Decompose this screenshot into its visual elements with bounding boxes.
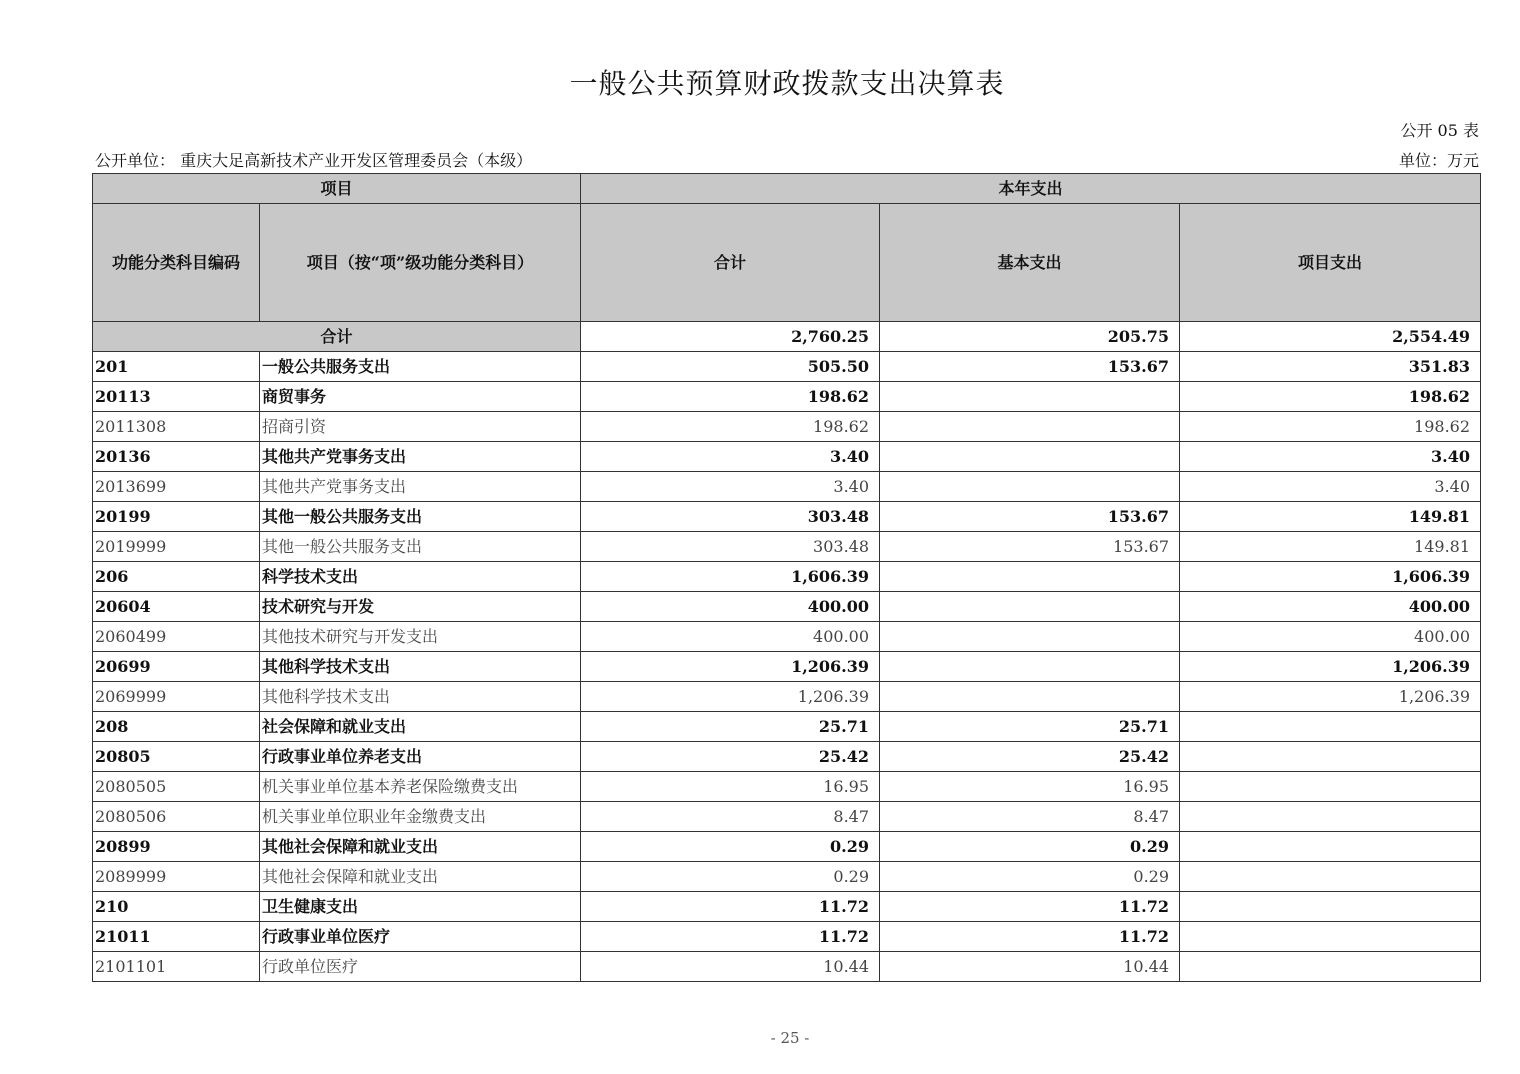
- table-row: [93, 352, 1481, 382]
- code-cell: 20604: [93, 592, 260, 622]
- table-row: [93, 772, 1481, 802]
- name-cell: 其他科学技术支出: [260, 652, 581, 682]
- header-project-expenditure: 项目支出: [1180, 204, 1481, 322]
- name-cell: 其他科学技术支出: [260, 682, 581, 712]
- project-cell: 198.62: [1180, 382, 1481, 412]
- code-cell: 2060499: [93, 622, 260, 652]
- basic-cell: 0.29: [880, 832, 1180, 862]
- project-cell: [1180, 922, 1481, 952]
- name-cell: 机关事业单位基本养老保险缴费支出: [260, 772, 581, 802]
- table-row: [93, 832, 1481, 862]
- basic-cell: [880, 652, 1180, 682]
- basic-cell: [880, 412, 1180, 442]
- header-project: 项目: [93, 174, 581, 204]
- table-row: [93, 712, 1481, 742]
- code-cell: 210: [93, 892, 260, 922]
- total-cell: 11.72: [581, 922, 880, 952]
- name-cell: 商贸事务: [260, 382, 581, 412]
- basic-cell: [880, 592, 1180, 622]
- expenditure-table: [92, 173, 1481, 982]
- table-row: [93, 532, 1481, 562]
- code-cell: 208: [93, 712, 260, 742]
- table-row: [93, 562, 1481, 592]
- name-cell: 其他社会保障和就业支出: [260, 862, 581, 892]
- project-cell: 351.83: [1180, 352, 1481, 382]
- code-cell: 2089999: [93, 862, 260, 892]
- basic-cell: 11.72: [880, 892, 1180, 922]
- table-row: [93, 502, 1481, 532]
- basic-cell: [880, 682, 1180, 712]
- total-cell: 1,606.39: [581, 562, 880, 592]
- project-cell: 2,554.49: [1180, 322, 1481, 352]
- basic-cell: 153.67: [880, 502, 1180, 532]
- basic-cell: [880, 442, 1180, 472]
- name-cell: 其他技术研究与开发支出: [260, 622, 581, 652]
- code-cell: 20699: [93, 652, 260, 682]
- basic-cell: [880, 382, 1180, 412]
- total-cell: 2,760.25: [581, 322, 880, 352]
- basic-cell: 205.75: [880, 322, 1180, 352]
- project-cell: 1,206.39: [1180, 682, 1481, 712]
- project-cell: 3.40: [1180, 472, 1481, 502]
- reporting-unit: 公开单位： 重庆大足高新技术产业开发区管理委员会（本级）: [95, 151, 533, 170]
- basic-cell: 153.67: [880, 532, 1180, 562]
- table-row: [93, 892, 1481, 922]
- code-cell: 20805: [93, 742, 260, 772]
- name-cell: 其他社会保障和就业支出: [260, 832, 581, 862]
- table-row: [93, 592, 1481, 622]
- total-cell: 1,206.39: [581, 682, 880, 712]
- total-cell: 505.50: [581, 352, 880, 382]
- name-cell: 一般公共服务支出: [260, 352, 581, 382]
- total-cell: 16.95: [581, 772, 880, 802]
- project-cell: 149.81: [1180, 532, 1481, 562]
- name-cell: 行政事业单位养老支出: [260, 742, 581, 772]
- table-row: [93, 682, 1481, 712]
- name-cell: 技术研究与开发: [260, 592, 581, 622]
- total-cell: 303.48: [581, 532, 880, 562]
- basic-cell: 25.71: [880, 712, 1180, 742]
- name-cell: 行政事业单位医疗: [260, 922, 581, 952]
- basic-cell: 153.67: [880, 352, 1180, 382]
- table-row: [93, 742, 1481, 772]
- project-cell: [1180, 742, 1481, 772]
- code-cell: 201: [93, 352, 260, 382]
- basic-cell: 11.72: [880, 922, 1180, 952]
- table-row: [93, 802, 1481, 832]
- code-cell: 2080505: [93, 772, 260, 802]
- table-row: [93, 862, 1481, 892]
- basic-cell: 8.47: [880, 802, 1180, 832]
- form-number: 公开 05 表: [1400, 121, 1479, 140]
- code-cell: 2013699: [93, 472, 260, 502]
- currency-unit: 单位：万元: [1398, 151, 1479, 170]
- code-cell: 2101101: [93, 952, 260, 982]
- total-cell: 25.42: [581, 742, 880, 772]
- name-cell: 机关事业单位职业年金缴费支出: [260, 802, 581, 832]
- total-cell: 10.44: [581, 952, 880, 982]
- name-cell: 其他一般公共服务支出: [260, 532, 581, 562]
- name-cell: 其他共产党事务支出: [260, 472, 581, 502]
- table-row: [93, 442, 1481, 472]
- basic-cell: [880, 562, 1180, 592]
- total-cell: 3.40: [581, 442, 880, 472]
- header-code: 功能分类科目编码: [93, 204, 260, 322]
- total-label: 合计: [93, 322, 581, 352]
- project-cell: [1180, 772, 1481, 802]
- project-cell: [1180, 712, 1481, 742]
- basic-cell: [880, 622, 1180, 652]
- code-cell: 2011308: [93, 412, 260, 442]
- code-cell: 21011: [93, 922, 260, 952]
- total-cell: 0.29: [581, 862, 880, 892]
- name-cell: 其他共产党事务支出: [260, 442, 581, 472]
- basic-cell: [880, 472, 1180, 502]
- name-cell: 行政单位医疗: [260, 952, 581, 982]
- project-cell: [1180, 862, 1481, 892]
- project-cell: 198.62: [1180, 412, 1481, 442]
- table-row: [93, 952, 1481, 982]
- total-cell: 0.29: [581, 832, 880, 862]
- project-cell: [1180, 952, 1481, 982]
- total-cell: 11.72: [581, 892, 880, 922]
- total-cell: 1,206.39: [581, 652, 880, 682]
- code-cell: 2080506: [93, 802, 260, 832]
- project-cell: 149.81: [1180, 502, 1481, 532]
- name-cell: 招商引资: [260, 412, 581, 442]
- project-cell: 1,206.39: [1180, 652, 1481, 682]
- code-cell: 206: [93, 562, 260, 592]
- basic-cell: 16.95: [880, 772, 1180, 802]
- table-row: [93, 412, 1481, 442]
- project-cell: 1,606.39: [1180, 562, 1481, 592]
- total-cell: 3.40: [581, 472, 880, 502]
- name-cell: 其他一般公共服务支出: [260, 502, 581, 532]
- total-cell: 8.47: [581, 802, 880, 832]
- basic-cell: 10.44: [880, 952, 1180, 982]
- total-cell: 25.71: [581, 712, 880, 742]
- table-row: [93, 652, 1481, 682]
- project-cell: [1180, 832, 1481, 862]
- code-cell: 20136: [93, 442, 260, 472]
- table-row: [93, 922, 1481, 952]
- project-cell: 400.00: [1180, 592, 1481, 622]
- project-cell: 400.00: [1180, 622, 1481, 652]
- total-cell: 400.00: [581, 592, 880, 622]
- table-row: [93, 382, 1481, 412]
- page-title: 一般公共预算财政拨款支出决算表: [569, 67, 1005, 100]
- table-row: [93, 622, 1481, 652]
- code-cell: 2069999: [93, 682, 260, 712]
- basic-cell: 0.29: [880, 862, 1180, 892]
- total-cell: 400.00: [581, 622, 880, 652]
- total-cell: 303.48: [581, 502, 880, 532]
- header-total: 合计: [581, 204, 880, 322]
- name-cell: 社会保障和就业支出: [260, 712, 581, 742]
- header-current-year: 本年支出: [581, 174, 1481, 204]
- page-number: - 25 -: [770, 1029, 810, 1047]
- name-cell: 科学技术支出: [260, 562, 581, 592]
- code-cell: 20199: [93, 502, 260, 532]
- total-cell: 198.62: [581, 412, 880, 442]
- code-cell: 20113: [93, 382, 260, 412]
- total-row: [93, 322, 1481, 352]
- header-basic: 基本支出: [880, 204, 1180, 322]
- header-item: 项目（按“项”级功能分类科目）: [260, 204, 581, 322]
- project-cell: [1180, 892, 1481, 922]
- table-row: [93, 472, 1481, 502]
- name-cell: 卫生健康支出: [260, 892, 581, 922]
- project-cell: [1180, 802, 1481, 832]
- project-cell: 3.40: [1180, 442, 1481, 472]
- code-cell: 2019999: [93, 532, 260, 562]
- total-cell: 198.62: [581, 382, 880, 412]
- code-cell: 20899: [93, 832, 260, 862]
- basic-cell: 25.42: [880, 742, 1180, 772]
